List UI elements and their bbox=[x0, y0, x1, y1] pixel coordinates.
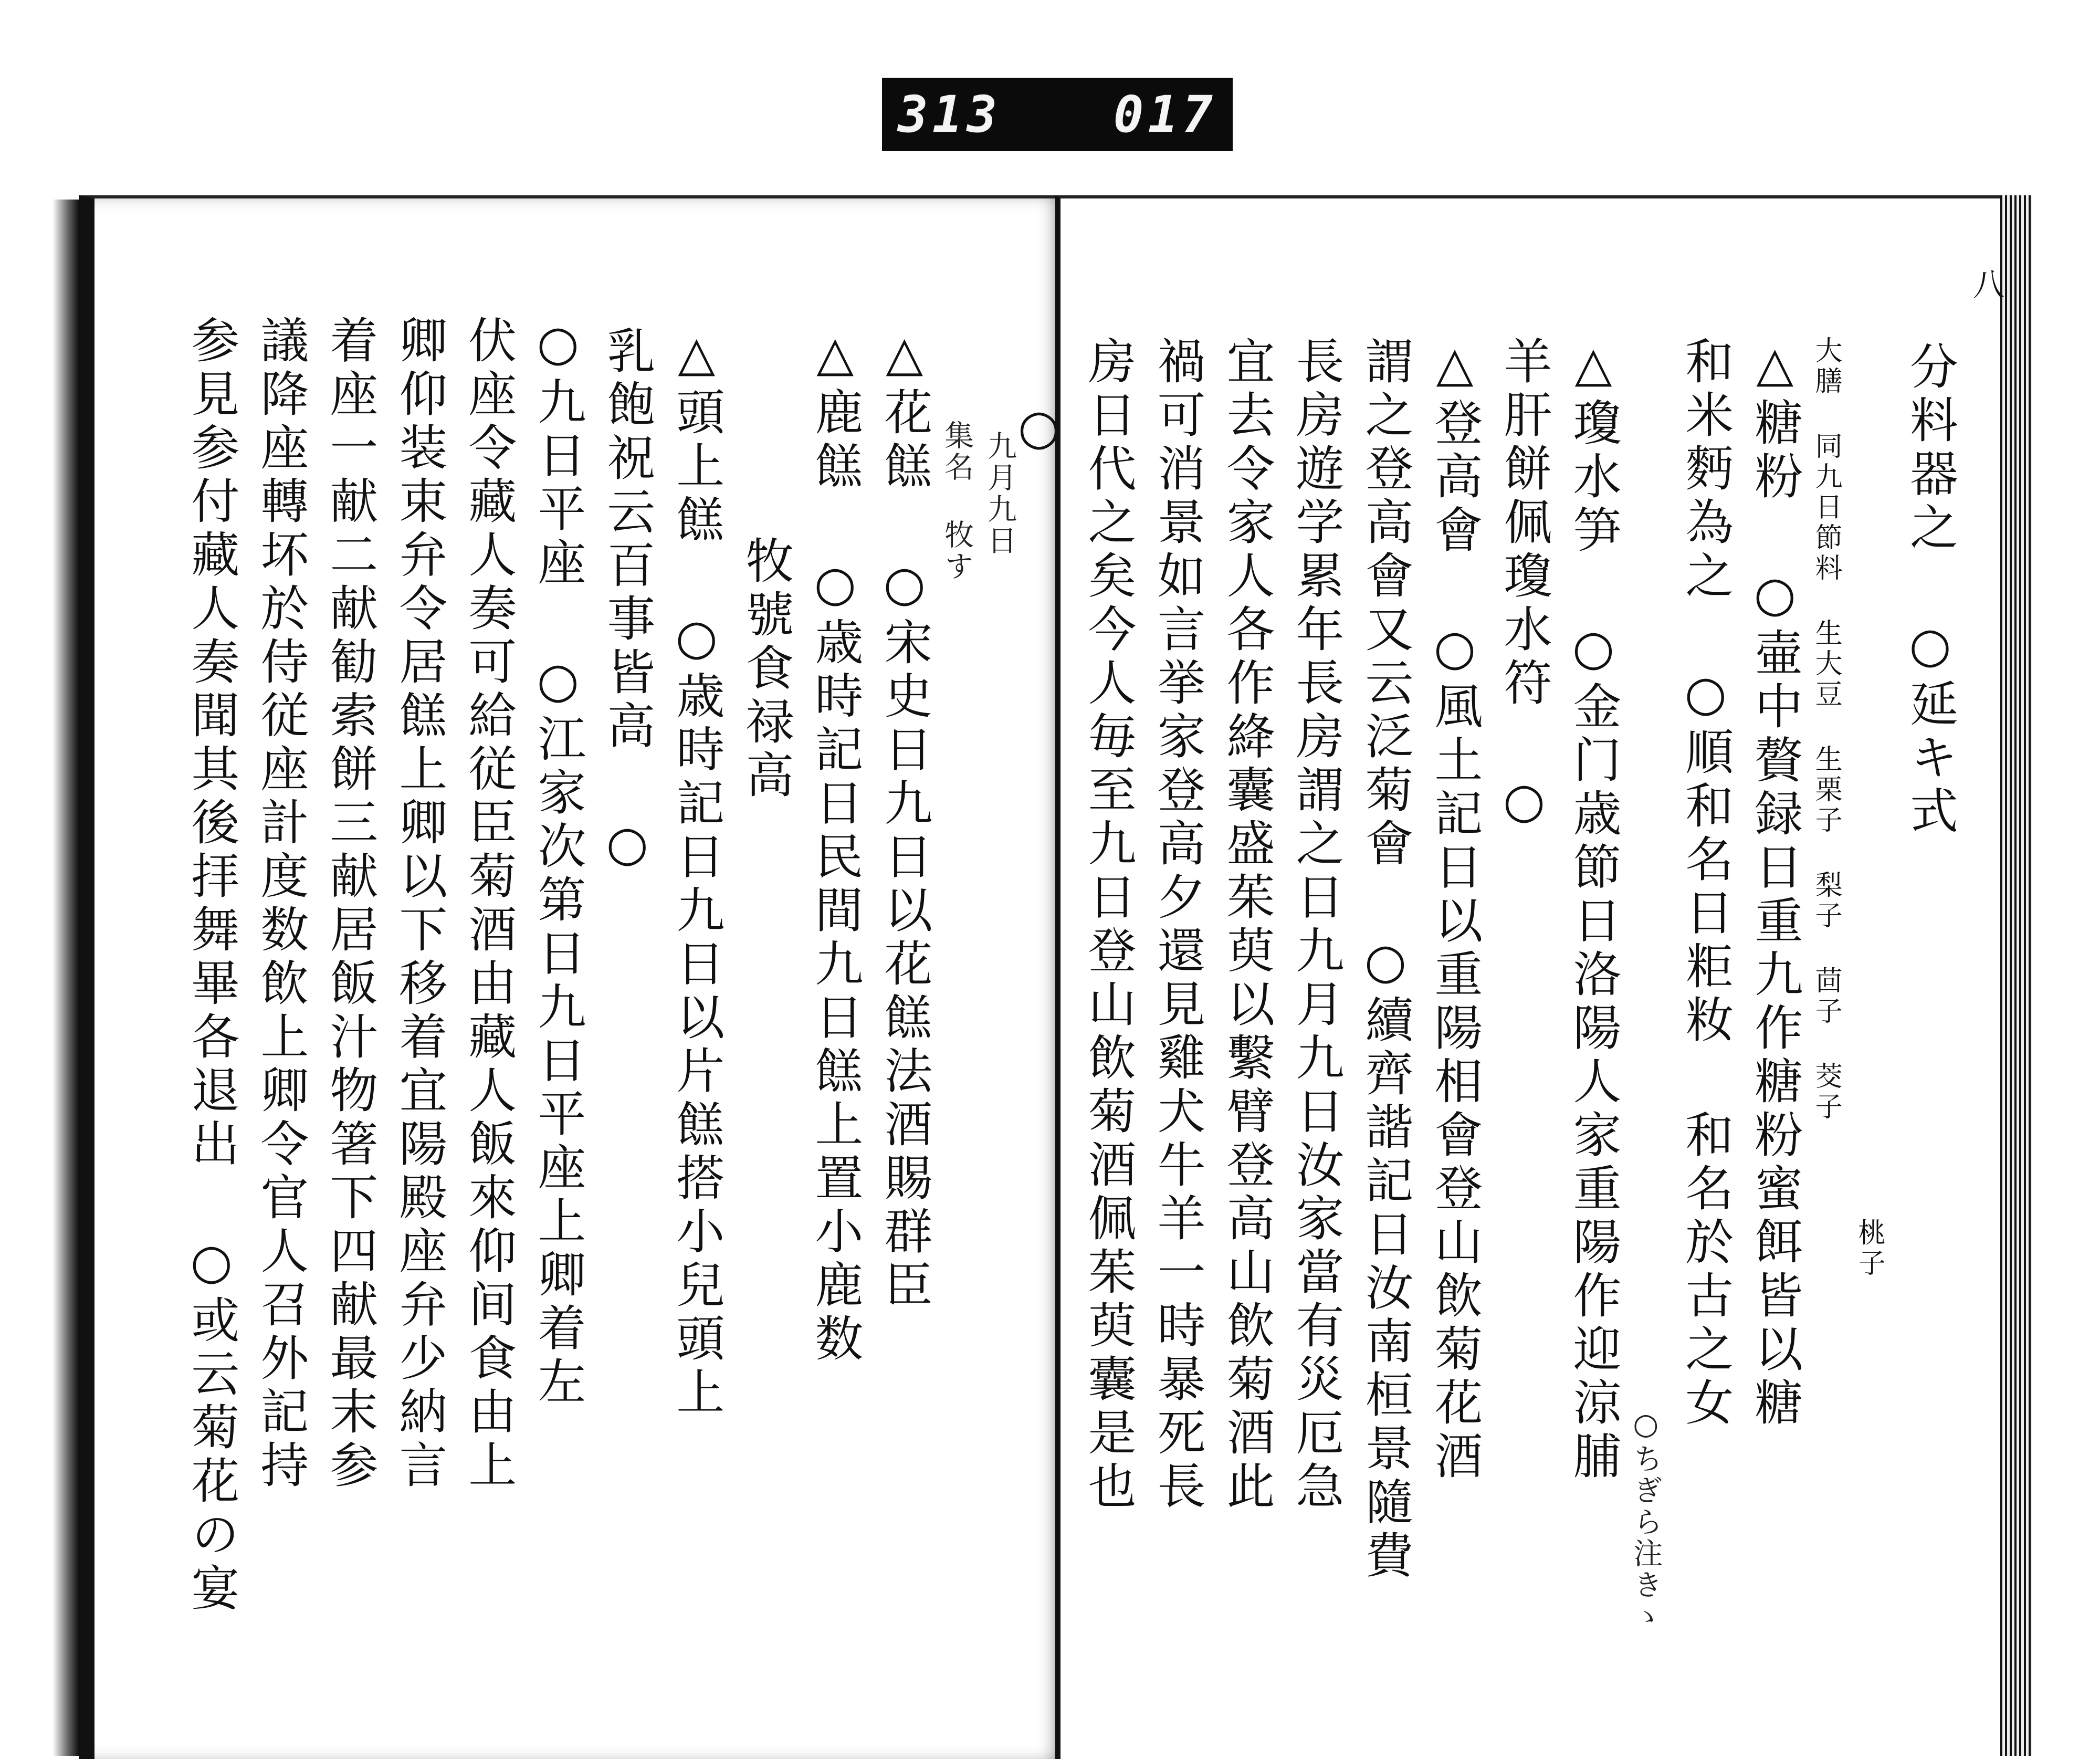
right-page-text-column: △瓊水笋 ○金门歳節日洛陽人家重陽作迎涼脯 bbox=[1565, 336, 1622, 1484]
left-page-text-column: 卿仰装束弁令居餻上卿以下移着宜陽殿座弁少納言 bbox=[391, 315, 448, 1493]
left-page-text-column: ○九日平座 ○江家次第日九日平座上卿着左 bbox=[530, 315, 586, 1410]
book-edge-left bbox=[0, 200, 79, 1756]
left-page-text-column: △花餻 ○宋史日九日以花餻法酒賜群臣 bbox=[876, 326, 933, 1313]
right-page-text-column: △登高會 ○風土記日以重陽相會登山飲菊花酒 bbox=[1426, 336, 1483, 1484]
right-page-text-column: 大膳 同九日節料 生大豆 生栗子 梨子 茴子 茭子 bbox=[1810, 336, 1842, 1123]
right-page-text-column: ○ちぎら注きゝ bbox=[1629, 1407, 1663, 1632]
right-page-text-column: 宜去令家人各作絳囊盛茱萸以繫臂登高山飲菊酒此 bbox=[1219, 336, 1275, 1514]
left-page-text-column: 九月九日 bbox=[983, 431, 1017, 557]
left-page-text-column: 伏座令藏人奏可給従臣菊酒由藏人飯來仰间食由上 bbox=[460, 315, 517, 1493]
frame-number-label bbox=[882, 78, 1233, 151]
left-page-text-column: 乳飽祝云百事皆高 ○ bbox=[599, 326, 656, 877]
right-page-text-column: 房日代之矣今人毎至九日登山飲菊酒佩茱萸囊是也 bbox=[1080, 336, 1137, 1514]
right-page-text-column: △糖粉 ○壷中贅録日重九作糖粉蜜餌皆以糖 bbox=[1747, 336, 1803, 1431]
frame-number: 017 bbox=[1113, 85, 1217, 144]
right-page-text-column: 羊肝餅佩瓊水符 ○ bbox=[1496, 336, 1552, 834]
right-page-text-column: 和米麪為之 ○順和名日粔籹 和名於古之女 bbox=[1677, 336, 1734, 1431]
right-page-text-column: 分料器之 ○延キ式 bbox=[1902, 341, 1958, 839]
right-page-text-column: 長房遊学累年長房謂之日九月九日汝家當有災厄急 bbox=[1288, 336, 1345, 1514]
left-page-text-column: 参見参付藏人奏聞其後拝舞畢各退出 ○或云菊花の宴 bbox=[183, 315, 240, 1616]
left-page-text-column: △鹿餻 ○歳時記日民間九日餻上置小鹿数 bbox=[807, 326, 864, 1367]
left-page-text-column: 集名 牧す bbox=[940, 420, 974, 582]
left-page-text-column: 牧號食禄高 bbox=[738, 536, 794, 803]
left-page-text-column: 議降座轉坏於侍従座計度数飲上卿令官人召外記持 bbox=[253, 315, 309, 1493]
left-page-text-column: 着座一献二献勧索餅三献居飯汁物箸下四献最末参 bbox=[322, 315, 379, 1493]
left-page-text-column: △頭上餻 ○歳時記日九日以片餻搭小兒頭上 bbox=[668, 326, 725, 1420]
right-page-text-column: 禍可消景如言挙家登高夕還見雞犬牛羊一時暴死長 bbox=[1149, 336, 1206, 1514]
right-page-text-column: 桃子 bbox=[1853, 1218, 1885, 1279]
right-page-text-column: 謂之登高會又云泛菊會 ○續齊諧記日汝南桓景隨費 bbox=[1357, 336, 1414, 1584]
page-number: 八 bbox=[1968, 268, 2004, 299]
right-page-text-column: ○ bbox=[1011, 399, 1067, 460]
book-edge-right bbox=[2000, 195, 2032, 1756]
reel-number: 313 bbox=[898, 85, 1002, 144]
